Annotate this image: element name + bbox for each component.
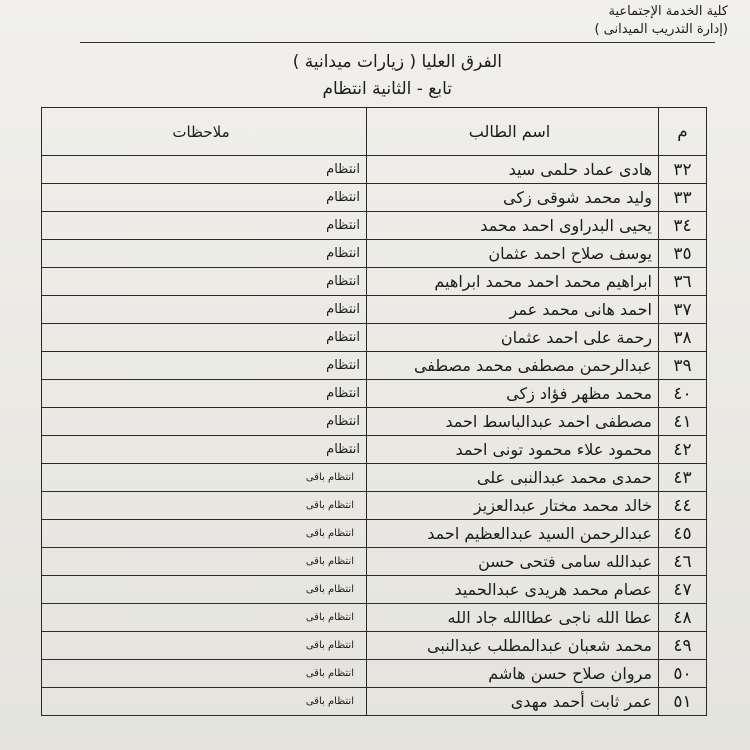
row-note: انتظام <box>42 324 367 352</box>
student-name: محمد مظهر فؤاد زكى <box>367 380 659 408</box>
student-name: عبدالله سامى فتحى حسن <box>367 548 659 576</box>
table-row <box>42 492 707 520</box>
table-row <box>42 296 707 324</box>
table-row <box>42 576 707 604</box>
table-row <box>42 604 707 632</box>
row-note: انتظام باقى <box>42 548 367 576</box>
row-note: انتظام باقى <box>42 464 367 492</box>
row-number: ٥١ <box>659 688 707 716</box>
student-name: ابراهيم محمد احمد محمد ابراهيم <box>367 268 659 296</box>
row-note: انتظام <box>42 380 367 408</box>
student-name: مروان صلاح حسن هاشم <box>367 660 659 688</box>
table-row <box>42 688 707 716</box>
table-row <box>42 660 707 688</box>
student-name: خالد محمد مختار عبدالعزيز <box>367 492 659 520</box>
row-number: ٤٧ <box>659 576 707 604</box>
row-number: ٣٤ <box>659 212 707 240</box>
student-name: عبدالرحمن السيد عبدالعظيم احمد <box>367 520 659 548</box>
student-name: هادى عماد حلمى سيد <box>367 156 659 184</box>
row-note: انتظام باقى <box>42 660 367 688</box>
row-note: انتظام باقى <box>42 520 367 548</box>
row-number: ٤٨ <box>659 604 707 632</box>
table-row <box>42 268 707 296</box>
student-name: يحيى البدراوى احمد محمد <box>367 212 659 240</box>
row-note: انتظام باقى <box>42 604 367 632</box>
table-row <box>42 548 707 576</box>
document-title: الفرق العليا ( زيارات ميدانية ) <box>292 52 502 72</box>
table-row <box>42 380 707 408</box>
row-note: انتظام باقى <box>42 688 367 716</box>
row-note: انتظام <box>42 296 367 324</box>
student-table <box>41 107 707 716</box>
table-row <box>42 436 707 464</box>
column-header-notes: ملاحظات <box>42 108 367 156</box>
row-number: ٣٦ <box>659 268 707 296</box>
table-body <box>42 156 707 716</box>
row-note: انتظام باقى <box>42 632 367 660</box>
row-number: ٤١ <box>659 408 707 436</box>
column-header-student-name: اسم الطالب <box>367 108 659 156</box>
row-number: ٣٢ <box>659 156 707 184</box>
table-row <box>42 520 707 548</box>
row-note: انتظام باقى <box>42 492 367 520</box>
row-number: ٤٦ <box>659 548 707 576</box>
row-number: ٤٩ <box>659 632 707 660</box>
row-number: ٤٣ <box>659 464 707 492</box>
row-note: انتظام <box>42 436 367 464</box>
student-name: عصام محمد هريدى عبدالحميد <box>367 576 659 604</box>
row-note: انتظام <box>42 240 367 268</box>
table-row <box>42 352 707 380</box>
department-name: (إدارة التدريب الميدانى ) <box>594 22 728 37</box>
student-name: عبدالرحمن مصطفى محمد مصطفى <box>367 352 659 380</box>
row-number: ٣٩ <box>659 352 707 380</box>
student-name: مصطفى احمد عبدالباسط احمد <box>367 408 659 436</box>
student-name: احمد هانى محمد عمر <box>367 296 659 324</box>
column-header-number: م <box>659 108 707 156</box>
table-row <box>42 464 707 492</box>
table-row <box>42 632 707 660</box>
table-row <box>42 408 707 436</box>
row-note: انتظام باقى <box>42 576 367 604</box>
table-row <box>42 184 707 212</box>
row-number: ٤٤ <box>659 492 707 520</box>
institution-name: كلية الخدمة الإجتماعية <box>608 4 728 19</box>
table-row <box>42 240 707 268</box>
row-number: ٣٧ <box>659 296 707 324</box>
row-note: انتظام <box>42 408 367 436</box>
student-name: محمود علاء محمود تونى احمد <box>367 436 659 464</box>
row-number: ٤٥ <box>659 520 707 548</box>
student-name: عمر ثابت أحمد مهدى <box>367 688 659 716</box>
student-name: محمد شعبان عبدالمطلب عبدالنبى <box>367 632 659 660</box>
row-note: انتظام <box>42 184 367 212</box>
table-row <box>42 324 707 352</box>
row-number: ٣٥ <box>659 240 707 268</box>
student-name: حمدى محمد عبدالنبى على <box>367 464 659 492</box>
row-number: ٤٠ <box>659 380 707 408</box>
student-name: رحمة على احمد عثمان <box>367 324 659 352</box>
row-number: ٣٨ <box>659 324 707 352</box>
student-name: وليد محمد شوقى زكى <box>367 184 659 212</box>
table-row <box>42 156 707 184</box>
row-note: انتظام <box>42 268 367 296</box>
student-name: عطا الله ناجى عطاالله جاد الله <box>367 604 659 632</box>
row-note: انتظام <box>42 156 367 184</box>
header-divider <box>80 42 715 43</box>
document-subtitle: تابع - الثانية انتظام <box>322 79 452 99</box>
row-note: انتظام <box>42 212 367 240</box>
row-number: ٤٢ <box>659 436 707 464</box>
student-name: يوسف صلاح احمد عثمان <box>367 240 659 268</box>
table-row <box>42 212 707 240</box>
row-number: ٥٠ <box>659 660 707 688</box>
row-number: ٣٣ <box>659 184 707 212</box>
table-header-row <box>42 108 707 156</box>
row-note: انتظام <box>42 352 367 380</box>
